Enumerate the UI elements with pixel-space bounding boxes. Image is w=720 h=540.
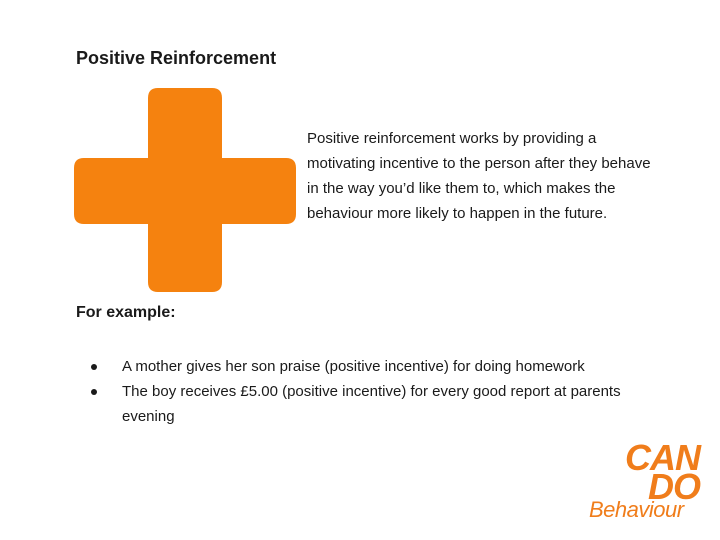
list-item — [88, 379, 648, 429]
list-item-text: The boy receives £5.00 (positive incentive) for every good report at parents evening — [122, 383, 621, 425]
logo-line-can: CAN — [625, 437, 700, 478]
example-label: For example: — [76, 304, 176, 321]
logo-line-behaviour: Behaviour — [589, 497, 684, 522]
list-item — [88, 354, 648, 379]
can-do-behaviour-logo — [585, 437, 705, 525]
bullet-icon — [91, 364, 97, 370]
bullet-icon — [91, 389, 97, 395]
example-list — [88, 354, 648, 429]
logo-line-do: DO — [648, 466, 700, 507]
plus-icon — [72, 86, 298, 294]
slide-title: Positive Reinforcement — [76, 48, 277, 68]
intro-text: Positive reinforcement works by providing a motivating incentive to the person after they behave in the way you’d like them to, which makes the behaviour more likely to happen in the future. — [307, 130, 651, 222]
list-item-text: A mother gives her son praise (positive incentive) for doing homework — [122, 358, 585, 375]
